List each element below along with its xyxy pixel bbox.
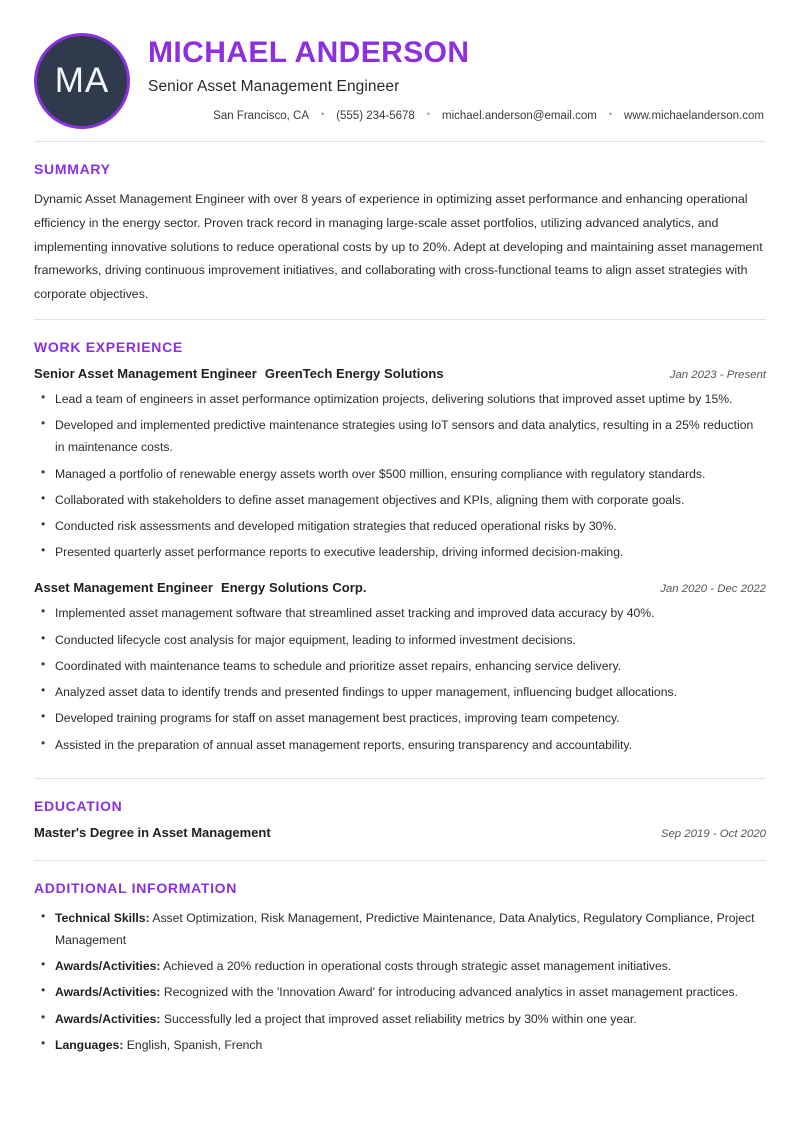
headline: Senior Asset Management Engineer (148, 77, 400, 95)
additional-information-label: Technical Skills: (55, 910, 150, 925)
job-bullet: • Collaborated with stakeholders to define asset management objectives and KPIs, aligning them with corporate goals. (34, 489, 766, 511)
job-company: GreenTech Energy Solutions (264, 366, 444, 382)
additional-information-item (34, 955, 766, 977)
job-company: Energy Solutions Corp. (220, 580, 367, 596)
contact-row (148, 110, 766, 122)
job-position: Senior Asset Management Engineer (34, 366, 257, 382)
section-title-education: EDUCATION (34, 797, 123, 814)
job-bullet: • Presented quarterly asset performance reports to executive leadership, driving informed decision-making. (34, 541, 766, 563)
job-bullet: • Implemented asset management software that streamlined asset tracking and improved data accuracy by 40%. (34, 602, 766, 624)
work-experience-list (34, 366, 766, 778)
additional-information-value: Recognized with the 'Innovation Award' for introducing advanced analytics in asset management practices. (163, 985, 739, 1000)
section-title-summary: SUMMARY (34, 161, 111, 177)
education-entry (34, 825, 766, 860)
job-bullet: • Managed a portfolio of renewable energy assets worth over $500 million, ensuring compliance with regulatory standards. (34, 463, 766, 485)
section-additional-information (34, 861, 766, 1056)
additional-information-label: Awards/Activities: (55, 959, 161, 974)
education-list (34, 825, 766, 860)
job-bullet: • Developed training programs for staff on asset management best practices, improving team competency. (34, 707, 766, 729)
additional-information-label: Languages: (55, 1037, 124, 1052)
contact-item: San Francisco, CA (213, 109, 310, 122)
additional-information-value: Achieved a 20% reduction in operational costs through strategic asset management initiatives. (163, 959, 672, 974)
additional-information-item (34, 1008, 766, 1030)
job-dates: Jan 2020 - Dec 2022 (660, 583, 766, 596)
job-bullet: • Assisted in the preparation of annual asset management reports, ensuring transparency and accountability. (34, 734, 766, 756)
contact-item: www.michaelanderson.com (624, 109, 764, 122)
job-bullet: • Analyzed asset data to identify trends and presented findings to upper management, influencing budget allocations. (34, 681, 766, 703)
job-bullet: • Conducted risk assessments and developed mitigation strategies that reduced operational risks by 30%. (34, 515, 766, 537)
section-title-work-experience: WORK EXPERIENCE (34, 339, 183, 356)
contact-separator: • (608, 109, 613, 120)
header-text-block (148, 30, 766, 122)
job-bullet-list (34, 602, 766, 755)
job-bullet: • Coordinated with maintenance teams to schedule and prioritize asset repairs, enhancing service delivery. (34, 655, 766, 677)
contact-separator: • (426, 109, 430, 120)
additional-information-value: Asset Optimization, Risk Management, Predictive Maintenance, Data Analytics, Regulatory Compliance, Project Management (55, 910, 755, 947)
page-title: MICHAEL ANDERSON (148, 36, 470, 69)
avatar-initials: MA (54, 61, 110, 100)
additional-information-label: Awards/Activities: (55, 985, 161, 1000)
job-bullet: • Lead a team of engineers in asset performance optimization projects, delivering solutions that improved asset uptime by 15%. (34, 388, 766, 410)
contact-item: (555) 234-5678 (336, 109, 415, 122)
job-dates: Jan 2023 - Present (669, 369, 766, 382)
education-dates: Sep 2019 - Oct 2020 (660, 827, 766, 840)
avatar (34, 33, 130, 129)
education-degree: Master's Degree in Asset Management (34, 824, 271, 840)
section-title-additional-information: ADDITIONAL INFORMATION (34, 879, 238, 896)
summary-text: Dynamic Asset Management Engineer with over 8 years of experience in optimizing asset performance and enhancing operational efficiency in the energy sector. Proven track record in managing large-scale asset portfolios, utilizing advanced analytics, and implementing innovative solutions to reduce operational costs by up to 20%. Adept at developing and maintaining asset management frameworks, driving continuous improvement initiatives, and collaborating with cross-functional teams to align asset strategies with corporate objectives. (34, 192, 763, 302)
job-title-company (34, 580, 367, 595)
resume-header (34, 0, 766, 141)
additional-information-item (34, 1034, 766, 1056)
job-position: Asset Management Engineer (34, 580, 213, 596)
job-bullet-list (34, 388, 766, 563)
additional-information-value: Successfully led a project that improved asset reliability metrics by 30% within one year. (163, 1011, 637, 1026)
additional-information-list (34, 907, 766, 1056)
additional-information-value: English, Spanish, French (126, 1037, 263, 1052)
additional-information-label: Awards/Activities: (55, 1011, 161, 1026)
additional-information-item (34, 981, 766, 1003)
job-header (34, 580, 766, 595)
section-work-experience (34, 320, 766, 778)
job-header (34, 366, 766, 381)
job-entry (34, 366, 766, 563)
job-bullet: • Conducted lifecycle cost analysis for major equipment, leading to informed investment decisions. (34, 629, 766, 651)
section-summary (34, 142, 766, 319)
contact-separator: • (321, 109, 325, 120)
section-education (34, 779, 766, 860)
job-entry (34, 580, 766, 755)
contact-item: michael.anderson@email.com (442, 109, 597, 122)
job-bullet: • Developed and implemented predictive maintenance strategies using IoT sensors and data analytics, resulting in a 25% reduction in maintenance costs. (34, 414, 766, 458)
additional-information-item (34, 907, 766, 951)
job-title-company (34, 366, 444, 381)
